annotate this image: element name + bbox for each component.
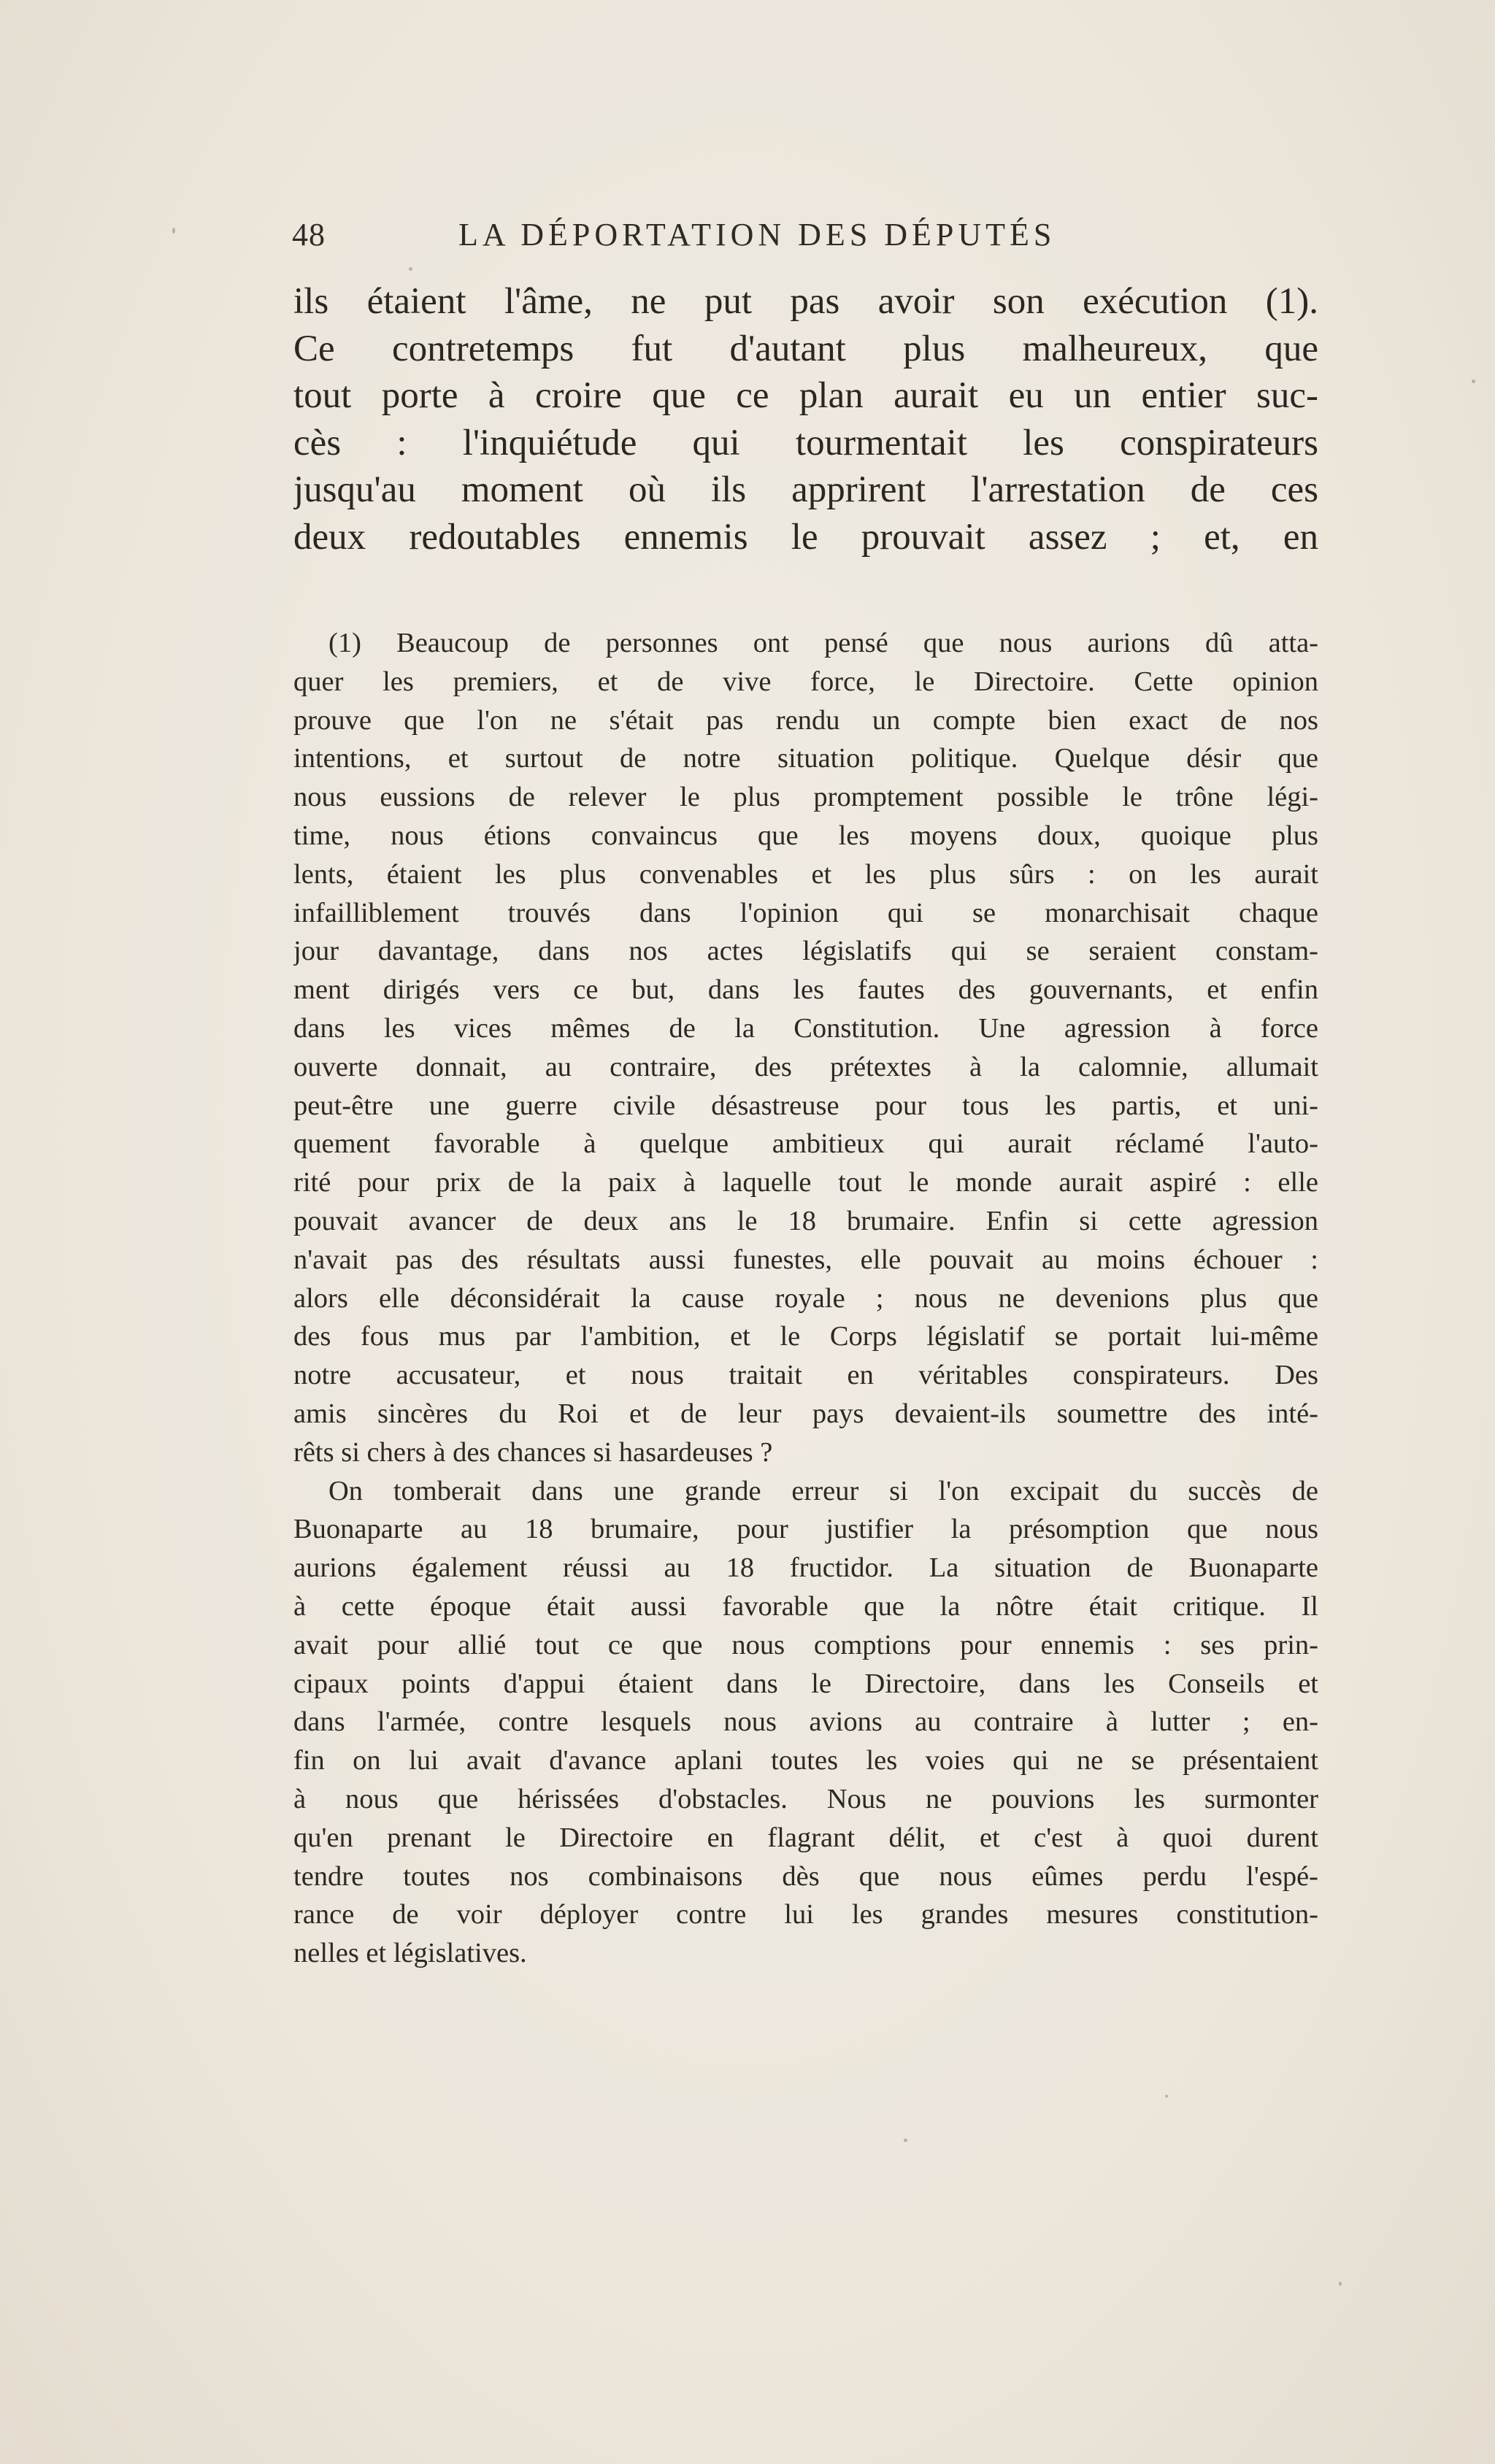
footnote-line: rité pour prix de la paix à laquelle tout le monde aurait aspiré : elle bbox=[293, 1167, 1318, 1198]
main-text-line: cès : l'inquiétude qui tourmentait les conspirateurs bbox=[293, 422, 1318, 463]
paper-speck bbox=[904, 2138, 907, 2142]
footnote-line: avait pour allié tout ce que nous comptions pour ennemis : ses prin- bbox=[293, 1629, 1318, 1660]
main-text-line: Ce contretemps fut d'autant plus malheureux, que bbox=[293, 328, 1318, 369]
paper-speck bbox=[1165, 2095, 1168, 2098]
footnote-line: rance de voir déployer contre lui les grandes mesures constitution- bbox=[293, 1899, 1318, 1930]
main-text-line: tout porte à croire que ce plan aurait eu un entier suc- bbox=[293, 375, 1318, 416]
footnote-line: notre accusateur, et nous traitait en véritables conspirateurs. Des bbox=[293, 1360, 1318, 1391]
footnote-line: à nous que hérissées d'obstacles. Nous ne pouvions les surmonter bbox=[293, 1783, 1318, 1814]
paper-speck bbox=[1472, 380, 1475, 383]
running-header bbox=[292, 216, 1321, 260]
footnote-line: rêts si chers à des chances si hasardeuses ? bbox=[293, 1436, 773, 1468]
footnote-line: alors elle déconsidérait la cause royale ; nous ne devenions plus que bbox=[293, 1282, 1318, 1314]
main-text-line: deux redoutables ennemis le prouvait assez ; et, en bbox=[293, 516, 1318, 558]
running-head-title: LA DÉPORTATION DES DÉPUTÉS bbox=[458, 217, 1056, 253]
footnote-line: (1) Beaucoup de personnes ont pensé que nous aurions dû atta- bbox=[328, 628, 1318, 658]
footnote-line: ment dirigés vers ce but, dans les fautes des gouvernants, et enfin bbox=[293, 974, 1318, 1006]
footnote-line: aurions également réussi au 18 fructidor. La situation de Buonaparte bbox=[293, 1552, 1318, 1584]
footnote-line: lents, étaient les plus convenables et les plus sûrs : on les aurait bbox=[293, 858, 1318, 890]
footnote-line: quer les premiers, et de vive force, le Directoire. Cette opinion bbox=[293, 666, 1318, 697]
footnote-line: infailliblement trouvés dans l'opinion qui se monarchisait chaque bbox=[293, 897, 1318, 928]
footnote-line: dans les vices mêmes de la Constitution. Une agression à force bbox=[293, 1012, 1318, 1044]
footnote-line: qu'en prenant le Directoire en flagrant délit, et c'est à quoi durent bbox=[293, 1822, 1318, 1853]
footnote-line: des fous mus par l'ambition, et le Corps législatif se portait lui-même bbox=[293, 1321, 1318, 1352]
paper-speck bbox=[172, 228, 175, 234]
footnote-line: intentions, et surtout de notre situation politique. Quelque désir que bbox=[293, 743, 1318, 774]
footnote-line: dans l'armée, contre lesquels nous avions au contraire à lutter ; en- bbox=[293, 1706, 1318, 1738]
footnote-line: jour davantage, dans nos actes législatifs qui se seraient constam- bbox=[293, 936, 1318, 967]
footnote-line: prouve que l'on ne s'était pas rendu un compte bien exact de nos bbox=[293, 704, 1318, 736]
footnote-line: time, nous étions convaincus que les moyens doux, quoique plus bbox=[293, 820, 1318, 851]
footnote-line: nelles et législatives. bbox=[293, 1938, 527, 1969]
footnote-line: amis sincères du Roi et de leur pays devaient-ils soumettre des inté- bbox=[293, 1398, 1318, 1429]
footnote-line: fin on lui avait d'avance aplani toutes les voies qui ne se présentaient bbox=[293, 1745, 1318, 1776]
footnote-line: à cette époque était aussi favorable que la nôtre était critique. Il bbox=[293, 1590, 1318, 1622]
main-text-line: ils étaient l'âme, ne put pas avoir son exécution (1). bbox=[293, 281, 1318, 322]
main-text-line: jusqu'au moment où ils apprirent l'arrestation de ces bbox=[293, 469, 1318, 510]
paper-speck bbox=[1339, 2282, 1342, 2286]
footnote-line: quement favorable à quelque ambitieux qui aurait réclamé l'auto- bbox=[293, 1128, 1318, 1160]
paper-speck bbox=[409, 267, 412, 271]
page-number: 48 bbox=[292, 217, 326, 253]
footnote-line: n'avait pas des résultats aussi funestes, elle pouvait au moins échouer : bbox=[293, 1244, 1318, 1275]
footnote-line: ouverte donnait, au contraire, des prétextes à la calomnie, allumait bbox=[293, 1051, 1318, 1082]
footnote-line: On tomberait dans une grande erreur si l'on excipait du succès de bbox=[328, 1475, 1318, 1506]
main-text-block bbox=[293, 278, 1318, 561]
footnote-line: nous eussions de relever le plus promptement possible le trône légi- bbox=[293, 782, 1318, 813]
footnote-line: tendre toutes nos combinaisons dès que nous eûmes perdu l'espé- bbox=[293, 1860, 1318, 1892]
footnote-line: cipaux points d'appui étaient dans le Directoire, dans les Conseils et bbox=[293, 1668, 1318, 1699]
footnote-line: pouvait avancer de deux ans le 18 brumaire. Enfin si cette agression bbox=[293, 1205, 1318, 1236]
footnote-line: Buonaparte au 18 brumaire, pour justifier la présomption que nous bbox=[293, 1514, 1318, 1545]
footnote-block bbox=[293, 624, 1318, 1973]
footnote-line: peut-être une guerre civile désastreuse pour tous les partis, et uni- bbox=[293, 1090, 1318, 1121]
